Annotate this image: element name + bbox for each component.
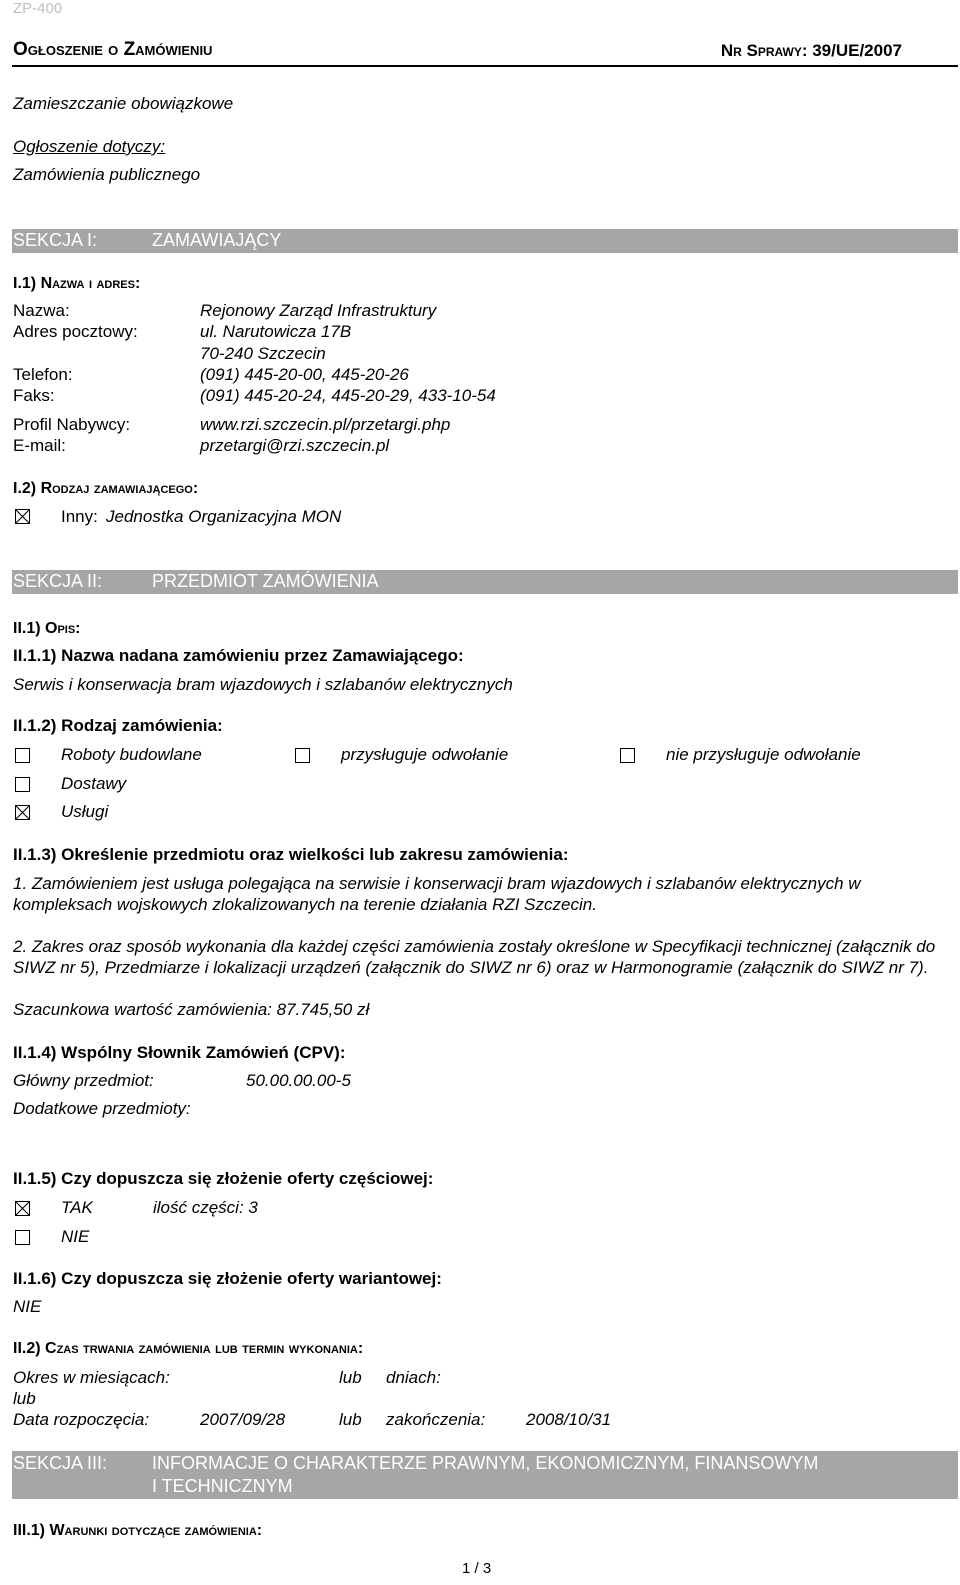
description-heading: II.1) Opis: (13, 620, 81, 637)
cpv-additional-label: Dodatkowe przedmioty: (13, 1099, 191, 1118)
kind-supplies-label: Dostawy (61, 774, 127, 793)
variant-offer-heading: II.1.6) Czy dopuszcza się złożenie oferty wariantowej: (13, 1269, 442, 1288)
section-3-title-line-1: INFORMACJE O CHARAKTERZE PRAWNYM, EKONOMICZNYM, FINANSOWYM (152, 1453, 819, 1473)
cpv-main-label: Główny przedmiot: (13, 1071, 154, 1090)
postal-value-street: ul. Narutowicza 17B (200, 322, 352, 341)
end-date-value: 2008/10/31 (526, 1410, 612, 1429)
estimated-value: Szacunkowa wartość zamówienia: 87.745,50 zł (13, 1000, 370, 1019)
profile-label: Profil Nabywcy: (13, 415, 131, 434)
contracting-type-checkbox[interactable] (15, 509, 30, 524)
variant-offer-value: NIE (13, 1297, 42, 1316)
concerns-value: Zamówienia publicznego (13, 165, 201, 184)
start-date-value: 2007/09/28 (200, 1410, 286, 1429)
duration-heading: II.2) Czas trwania zamówienia lub termin wykonania: (13, 1340, 364, 1357)
or-label-3: lub (339, 1410, 362, 1429)
cpv-heading: II.1.4) Wspólny Słownik Zamówień (CPV): (13, 1043, 346, 1062)
profile-link[interactable]: www.rzi.szczecin.pl/przetargi.php (200, 415, 451, 434)
kind-works-checkbox[interactable] (15, 748, 30, 763)
end-date-label: zakończenia: (386, 1410, 486, 1429)
contract-name-heading: II.1.1) Nazwa nadana zamówieniu przez Zamawiającego: (13, 646, 464, 665)
months-label: Okres w miesiącach: (13, 1368, 170, 1387)
section-2-band (12, 570, 958, 594)
appeal-allowed-checkbox[interactable] (295, 748, 310, 763)
scope-paragraph-2: 2. Zakres oraz sposób wykonania dla każdej części zamówienia zostały określone w Specyfikacji technicznej (załącznik do SIWZ nr 5), Przedmiarze i lokalizacji urządzeń (załącznik do SIWZ nr 6) oraz w Harmonogramie (załącznik do SIWZ nr 7). (13, 937, 936, 977)
case-number: Nr Sprawy: 39/UE/2007 (720, 41, 902, 60)
contract-kind-heading: II.1.2) Rodzaj zamówienia: (13, 716, 223, 735)
email-link[interactable]: przetargi@rzi.szczecin.pl (200, 436, 390, 455)
name-address-heading: I.1) Nazwa i adres: (13, 275, 141, 292)
mandatory-note: Zamieszczanie obowiązkowe (13, 94, 234, 113)
conditions-heading: III.1) Warunki dotyczące zamówienia: (13, 1522, 263, 1539)
section-1-band (12, 229, 958, 253)
form-code: ZP-400 (13, 0, 63, 17)
appeal-not-allowed-checkbox[interactable] (620, 748, 635, 763)
partial-yes-label: TAK (61, 1198, 93, 1217)
cpv-main-value: 50.00.00.00-5 (246, 1071, 351, 1090)
concerns-label: Ogłoszenie dotyczy: (13, 137, 166, 156)
days-label: dniach: (386, 1368, 441, 1387)
kind-services-label: Usługi (61, 802, 109, 821)
kind-works-label: Roboty budowlane (61, 745, 202, 764)
appeal-allowed-label: przysługuje odwołanie (341, 745, 509, 764)
contracting-type-prefix: Inny: (61, 507, 98, 526)
partial-no-checkbox[interactable] (15, 1230, 30, 1245)
partial-no-label: NIE (61, 1227, 90, 1246)
section-3-title-line-2: I TECHNICZNYM (152, 1476, 293, 1496)
fax-label: Faks: (13, 386, 55, 405)
or-label-2: lub (13, 1389, 36, 1408)
section-1-label: SEKCJA I: (13, 230, 98, 250)
contract-name-value: Serwis i konserwacja bram wjazdowych i szlabanów elektrycznych (13, 675, 513, 694)
section-3-label: SEKCJA III: (13, 1453, 108, 1473)
scope-paragraph-1: 1. Zamówieniem jest usługa polegająca na serwisie i konserwacji bram wjazdowych i szlabanów elektrycznych w kompleksach wojskowych zlokalizowanych na terenie działania RZI Szczecin. (13, 874, 861, 914)
section-2-label: SEKCJA II: (13, 571, 103, 591)
appeal-not-allowed-label: nie przysługuje odwołanie (666, 745, 861, 764)
page-number: 1 / 3 (462, 1560, 492, 1577)
start-date-label: Data rozpoczęcia: (13, 1410, 150, 1429)
header-rule (12, 65, 958, 67)
kind-supplies-checkbox[interactable] (15, 777, 30, 792)
name-value: Rejonowy Zarząd Infrastruktury (200, 301, 437, 320)
contracting-type-value: Jednostka Organizacyjna MON (106, 507, 342, 526)
section-2-title: PRZEDMIOT ZAMÓWIENIA (152, 571, 379, 591)
partial-count: ilość części: 3 (153, 1198, 258, 1217)
section-3-band (12, 1451, 958, 1499)
postal-label: Adres pocztowy: (13, 322, 138, 341)
postal-value-city: 70-240 Szczecin (200, 344, 326, 363)
or-label-1: lub (339, 1368, 362, 1387)
fax-value: (091) 445-20-24, 445-20-29, 433-10-54 (200, 386, 496, 405)
email-label: E-mail: (13, 436, 66, 455)
name-label: Nazwa: (13, 301, 70, 320)
phone-label: Telefon: (13, 365, 73, 384)
kind-services-checkbox[interactable] (15, 805, 30, 820)
partial-offer-heading: II.1.5) Czy dopuszcza się złożenie oferty częściowej: (13, 1169, 434, 1188)
phone-value: (091) 445-20-00, 445-20-26 (200, 365, 409, 384)
scope-heading: II.1.3) Określenie przedmiotu oraz wielkości lub zakresu zamówienia: (13, 845, 569, 864)
contracting-type-heading: I.2) Rodzaj zamawiającego: (13, 480, 199, 497)
section-1-title: ZAMAWIAJĄCY (152, 230, 282, 250)
partial-yes-checkbox[interactable] (15, 1201, 30, 1216)
document-title: Ogłoszenie o Zamówieniu (13, 39, 213, 60)
